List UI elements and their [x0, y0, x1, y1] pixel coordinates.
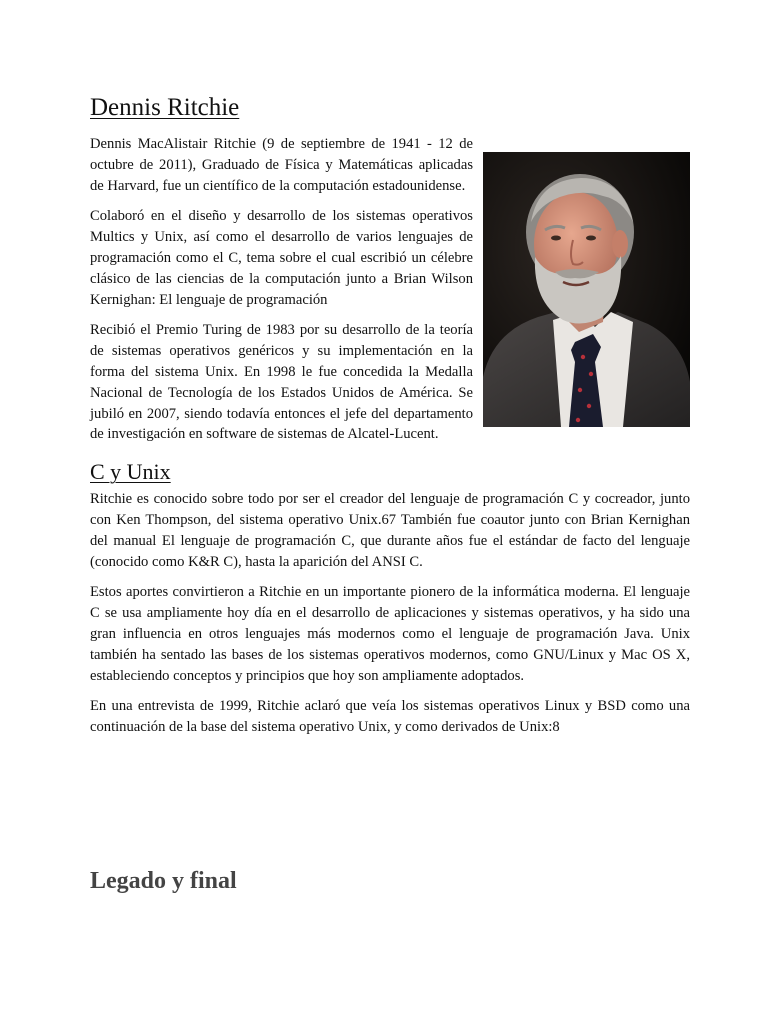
section-heading-legacy: Legado y final: [90, 868, 237, 894]
section-paragraph: Estos aportes convirtieron a Ritchie en un importante pionero de la informática moderna. El lenguaje C se usa ampliamente hoy día en el desarrollo de aplicaciones y sistemas operativos, y ha sido una gran influencia en otros lenguajes más modernos como el lenguaje de programación Java. Unix también ha sentado las bases de los sistemas operativos modernos, como GNU/Linux y Mac OS X, estableciendo conceptos y principios que hoy son ampliamente adoptados.: [90, 584, 690, 684]
intro-paragraph: Colaboró en el diseño y desarrollo de los sistemas operativos Multics y Unix, así como el desarrollo de varios lenguajes de programación como el C, tema sobre el cual escribió un célebre clásico de las ciencias de la computación junto a Brian Wilson Kernighan: El lenguaje de programación: [90, 208, 473, 308]
document-body: [90, 92, 690, 748]
portrait-photo: [483, 152, 690, 427]
intro-paragraph: Dennis MacAlistair Ritchie (9 de septiembre de 1941 - 12 de octubre de 2011), Graduado de Física y Matemáticas aplicadas de Harvard, fue un científico de la computación estadounidense.: [90, 136, 473, 194]
intro-paragraph: Recibió el Premio Turing de 1983 por su desarrollo de la teoría de sistemas operativos genéricos y su implementación en la forma del sistema Unix. En 1998 le fue concedida la Medalla Nacional de Tecnología de los Estados Unidos de América. Se jubiló en 2007, siendo todavía entonces el jefe del departamento de investigación en software de sistemas de Alcatel-Lucent.: [90, 322, 473, 443]
section-paragraph: En una entrevista de 1999, Ritchie aclaró que veía los sistemas operativos Linux y BSD como una continuación de la base del sistema operativo Unix, y como derivados de Unix:8: [90, 698, 690, 736]
section-heading-c-unix: C y Unix: [90, 459, 171, 485]
page-title: Dennis Ritchie: [90, 94, 240, 121]
section-paragraph: Ritchie es conocido sobre todo por ser el creador del lenguaje de programación C y cocreador, junto con Ken Thompson, del sistema operativo Unix.67 También fue coautor junto con Brian Kernighan del manual El lenguaje de programación C, que durante años fue el estándar de facto del lenguaje (conocido como K&R C), hasta la aparición del ANSI C.: [90, 491, 690, 570]
